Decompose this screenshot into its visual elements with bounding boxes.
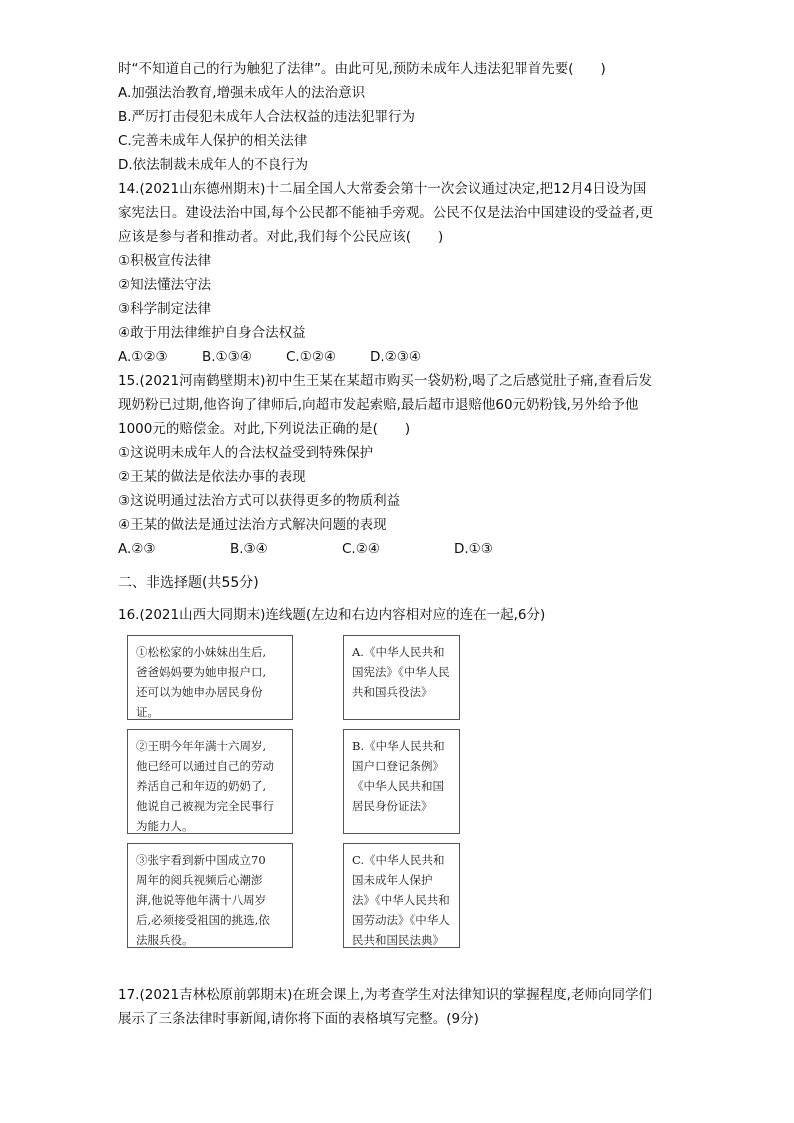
q15-stem-line-2: 现奶粉已过期,他咨询了律师后,向超市发起索赔,最后超市退赔他60元奶粉钱,另外给予他 [118, 397, 639, 413]
q13-option-c: C.完善未成年人保护的相关法律 [118, 133, 308, 149]
q13-option-b: B.严厉打击侵犯未成年人合法权益的违法犯罪行为 [118, 109, 416, 125]
q16-left-1-line: 证。 [136, 705, 159, 719]
q17-stem-line-2: 展示了三条法律时事新闻,请你将下面的表格填写完整。(9分) [118, 1011, 479, 1027]
q16-right-b-line: 国户口登记条例》 [352, 759, 444, 773]
q16-right-box-c[interactable] [343, 843, 460, 948]
q13-stem-tail: 时“不知道自己的行为触犯了法律”。由此可见,预防未成年人违法犯罪首先要( ) [118, 61, 606, 77]
q16-left-3-line: 法服兵役。 [136, 933, 194, 947]
q14-statement-2: ②知法懂法守法 [118, 277, 212, 293]
q17-stem-line-1: 17.(2021吉林松原前郭期末)在班会课上,为考查学生对法律知识的掌握程度,老师向同学们 [118, 987, 652, 1003]
q16-right-box-a[interactable] [343, 635, 460, 720]
q16-right-b-line: 《中华人民共和国 [352, 779, 444, 793]
q15-option-b: B.③④ [230, 541, 268, 557]
q16-right-b-line: 居民身份证法》 [352, 799, 433, 813]
q15-statement-2: ②王某的做法是依法办事的表现 [118, 469, 306, 485]
q14-statement-3: ③科学制定法律 [118, 301, 212, 317]
q16-right-c-line: 法》《中华人民共和 [352, 893, 450, 907]
q16-right-c-line: C.《中华人民共和 [352, 853, 445, 867]
q14-option-c: C.①②④ [286, 349, 337, 365]
q16-left-1-line: 还可以为她申办居民身份 [136, 685, 263, 699]
q16-right-c-line: 国未成年人保护 [352, 873, 433, 887]
q14-options [118, 348, 421, 366]
q14-stem-line-3: 应该是参与者和推动者。对此,我们每个公民应该( ) [118, 229, 444, 245]
q15-statement-1: ①这说明未成年人的合法权益受到特殊保护 [118, 445, 374, 461]
q15-option-c: C.②④ [342, 541, 380, 557]
q16-left-2-line: ②王明今年年满十六周岁, [136, 739, 267, 753]
q14-stem-line-2: 家宪法日。建设法治中国,每个公民都不能袖手旁观。公民不仅是法治中国建设的受益者,更 [118, 205, 654, 221]
q16-left-3-line: ③张宇看到新中国成立70 [136, 853, 266, 867]
q15-stem-line-3: 1000元的赔偿金。对此,下列说法正确的是( ) [118, 421, 411, 437]
q15-stem-line-1: 15.(2021河南鹤壁期末)初中生王某在某超市购买一袋奶粉,喝了之后感觉肚子痛,查看后发 [118, 373, 652, 389]
q16-stem: 16.(2021山西大同期末)连线题(左边和右边内容相对应的连在一起,6分) [118, 607, 546, 623]
q16-left-3-line: 周年的阅兵视频后心潮澎 [136, 873, 263, 887]
q15-statement-3: ③这说明通过法治方式可以获得更多的物质利益 [118, 493, 401, 509]
q16-right-box-b[interactable] [343, 729, 460, 834]
q14-option-d: D.②③④ [370, 349, 421, 365]
q16-right-b-line: B.《中华人民共和 [352, 739, 445, 753]
q16-left-2-line: 养活自己和年迈的奶奶了, [136, 779, 267, 793]
q14-statement-4: ④敢于用法律维护自身合法权益 [118, 325, 306, 341]
q16-right-a-line: 国宪法》《中华人民 [352, 665, 450, 679]
q16-left-box-3[interactable] [127, 843, 293, 948]
q13-option-d: D.依法制裁未成年人的不良行为 [118, 157, 309, 173]
q14-option-a: A.①②③ [118, 349, 168, 365]
q15-option-d: D.①③ [454, 541, 493, 557]
q16-left-box-1[interactable] [127, 635, 293, 720]
q15-option-a: A.②③ [118, 541, 156, 557]
q14-option-b: B.①③④ [202, 349, 252, 365]
q14-stem-line-1: 14.(2021山东德州期末)十二届全国人大常委会第十一次会议通过决定,把12月4日设为国 [118, 181, 647, 197]
q16-left-3-line: 湃,他说等他年满十八周岁 [136, 893, 267, 907]
q15-statement-4: ④王某的做法是通过法治方式解决问题的表现 [118, 517, 387, 533]
q15-options [118, 540, 493, 558]
q16-right-a-line: A.《中华人民共和 [352, 645, 445, 659]
q16-left-3-line: 后,必须接受祖国的挑选,依 [136, 913, 270, 927]
q16-left-1-line: 爸爸妈妈要为她申报户口, [136, 665, 267, 679]
q16-right-c-line: 民共和国民法典》 [352, 933, 444, 947]
q16-left-2-line: 他说自己被视为完全民事行 [136, 799, 274, 813]
q16-right-c-line: 国劳动法》《中华人 [352, 913, 450, 927]
q16-left-box-2[interactable] [127, 729, 293, 834]
q16-right-a-line: 共和国兵役法》 [352, 685, 433, 699]
q16-left-2-line: 他已经可以通过自己的劳动 [136, 759, 274, 773]
section-heading: 二、非选择题(共55分) [118, 575, 259, 591]
q16-left-2-line: 为能力人。 [136, 819, 194, 833]
q13-option-a: A.加强法治教育,增强未成年人的法治意识 [118, 85, 366, 101]
q16-left-1-line: ①松松家的小妹妹出生后, [136, 645, 267, 659]
q14-statement-1: ①积极宣传法律 [118, 253, 212, 269]
